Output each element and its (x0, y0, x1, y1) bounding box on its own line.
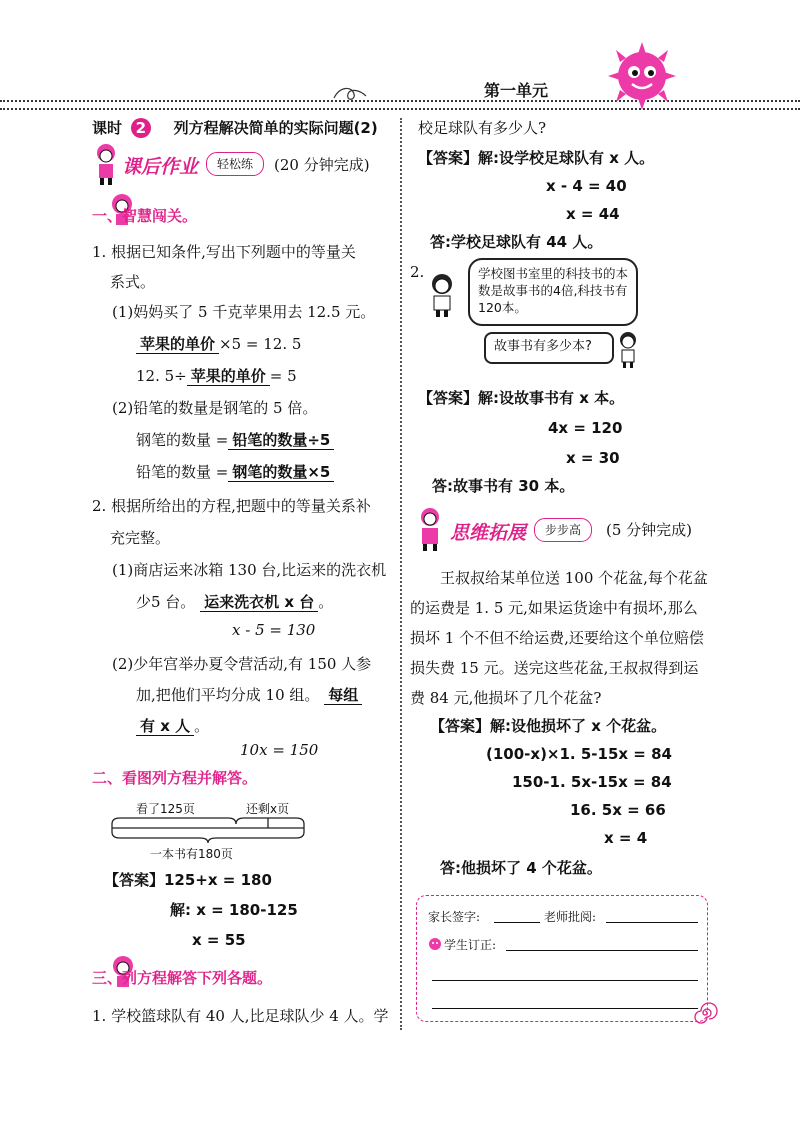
sun-mascot-icon (596, 40, 688, 110)
q1-answer3 (136, 430, 334, 450)
figure-total-label: 一本书有180页 (150, 847, 233, 861)
student-correction-line-3[interactable] (432, 1008, 698, 1009)
q2-text-line2: 充完整。 (110, 529, 171, 547)
sec3-q2-eq1: 4x = 120 (548, 419, 623, 437)
smiley-icon (428, 937, 442, 951)
extend-problem-line2: 的运费是 1. 5 元,如果运货途中有损坏,那么 (410, 599, 698, 617)
sec3-q2-eq2: x = 30 (566, 449, 620, 467)
teacher-review-label: 老师批阅: (544, 910, 597, 924)
extend-eq4: x = 4 (604, 829, 648, 847)
q2-part2-line2 (136, 685, 362, 705)
q1-text-line1: 1. 根据已知条件,写出下列题中的等量关 (92, 243, 356, 261)
text-prefix: 少5 台。 (136, 593, 196, 611)
speech-bubble-2 (484, 332, 614, 364)
q1-answer4 (136, 462, 334, 482)
speech-bubble-2-text: 故事书有多少本? (494, 339, 592, 354)
figure-read-label: 看了125页 (136, 802, 195, 816)
extend-eq3: 16. 5x = 66 (570, 801, 666, 819)
figure-left-label: 还剩x页 (246, 802, 290, 816)
q1-answer2 (136, 366, 297, 386)
sec2-answer2: 解: x = 180-125 (170, 901, 298, 919)
equation-rest: ×5 = 12. 5 (219, 335, 302, 353)
extend-problem-line4: 损失费 15 元。送完这些花盆,王叔叔得到运 (410, 659, 699, 677)
q2-part1-equation: x - 5 = 130 (232, 621, 316, 639)
homework-tag: 轻松练 (206, 152, 264, 176)
lesson-heading (92, 118, 378, 138)
sec3-q1-line2: 校足球队有多少人? (418, 119, 547, 137)
student-correction-label: 学生订正: (444, 938, 497, 952)
answer-text: 解:设故事书有 x 本。 (478, 389, 625, 407)
answer-blank: 苹果的单价 (136, 335, 219, 354)
q2-part2-equation: 10x = 150 (240, 741, 319, 759)
extend-eq1: (100-x)×1. 5-15x = 84 (486, 745, 672, 763)
answer-blank: 铅笔的数量÷5 (228, 431, 334, 450)
girl-asker-icon (614, 330, 642, 370)
sec3-q2-number: 2. (410, 263, 425, 281)
q2-part2-line1: (2)少年宫举办夏令营活动,有 150 人参 (112, 655, 372, 673)
homework-time: (20 分钟完成) (274, 156, 370, 174)
text-suffix: 。 (318, 593, 334, 611)
sec3-q1-eq2: x = 44 (566, 205, 620, 223)
speech-bubble-1-text: 学校图书室里的科技书的本数是故事书的4倍,科技书有120本。 (478, 266, 629, 315)
extend-conclusion: 答:他损坏了 4 个花盆。 (440, 859, 602, 877)
column-divider (400, 118, 402, 1030)
q1-part1: (1)妈妈买了 5 千克苹果用去 12.5 元。 (112, 303, 376, 321)
extend-problem-line1: 王叔叔给某单位送 100 个花盆,每个花盆 (440, 569, 708, 587)
extend-eq2: 150-1. 5x-15x = 84 (512, 773, 672, 791)
teacher-review-line[interactable] (606, 922, 698, 923)
equation-prefix: 铅笔的数量 = (136, 463, 229, 481)
sec3-title: 三、列方程解答下列各题。 (92, 969, 273, 987)
equation-rest: = 5 (269, 367, 297, 385)
sec2-answer3: x = 55 (192, 931, 246, 949)
girl-thinker-icon (414, 506, 448, 552)
q2-part2-line3 (136, 716, 209, 736)
extend-banner: 思维拓展 (450, 522, 527, 544)
sec3-q1-line1: 1. 学校篮球队有 40 人,比足球队少 4 人。学 (92, 1007, 389, 1025)
q2-part1-line1: (1)商店运来冰箱 130 台,比运来的洗衣机 (112, 561, 387, 579)
sec3-q1-conclusion: 答:学校足球队有 44 人。 (430, 233, 603, 251)
q1-text-line2: 系式。 (110, 273, 156, 291)
q2-text-line1: 2. 根据所给出的方程,把题中的等量关系补 (92, 497, 371, 515)
sec3-q2-answer (418, 388, 624, 408)
text-prefix: 加,把他们平均分成 10 组。 (136, 686, 320, 704)
q2-part1-line2 (136, 592, 333, 612)
parent-signature-line[interactable] (494, 922, 540, 923)
extend-problem-line3: 损坏 1 个不但不给运费,还要给这个单位赔偿 (410, 629, 704, 647)
answer-blank: 苹果的单价 (187, 367, 270, 386)
answer-blank: 有 x 人 (136, 717, 194, 736)
lesson-number-badge: 2 (131, 118, 151, 138)
text-suffix: 。 (194, 717, 210, 735)
extend-problem-line5: 费 84 元,他损坏了几个花盆? (410, 689, 602, 707)
student-mascot-icon (92, 142, 120, 186)
sec2-answer1: 【答案】125+x = 180 (104, 871, 272, 889)
extend-tag: 步步高 (534, 518, 592, 542)
lesson-title: 列方程解决简单的实际问题(2) (173, 119, 378, 137)
student-correction-line-2[interactable] (432, 980, 698, 981)
answer-blank: 每组 (324, 686, 362, 705)
sec2-title: 二、看图列方程并解答。 (92, 769, 258, 787)
spiral-decoration-icon (692, 1000, 718, 1026)
answer-tag: 【答案】 (418, 149, 479, 167)
book-pages-diagram (108, 814, 308, 844)
answer-blank: 钢笔的数量×5 (228, 463, 334, 482)
equation-prefix: 钢笔的数量 = (136, 431, 229, 449)
answer-blank: 运来洗衣机 x 台 (200, 593, 318, 612)
swirl-decoration-icon (330, 84, 370, 104)
equation-prefix: 12. 5÷ (136, 367, 187, 385)
student-correction-line-1[interactable] (506, 950, 698, 951)
girl-reader-icon (426, 272, 460, 318)
lesson-label: 课时 (92, 119, 123, 137)
answer-text: 解:设他损坏了 x 个花盆。 (490, 717, 667, 735)
speech-bubble-1 (468, 258, 638, 326)
answer-text: 解:设学校足球队有 x 人。 (478, 149, 655, 167)
sec3-q2-conclusion: 答:故事书有 30 本。 (432, 477, 575, 495)
sec3-q1-answer (418, 148, 654, 168)
extend-answer (430, 716, 666, 736)
q1-part2: (2)铅笔的数量是钢笔的 5 倍。 (112, 399, 318, 417)
homework-banner: 课后作业 (122, 156, 199, 178)
sec3-q1-eq1: x - 4 = 40 (546, 177, 627, 195)
unit-title: 第一单元 (484, 81, 549, 100)
sec1-title: 一、智慧闯关。 (92, 207, 198, 225)
answer-tag: 【答案】 (418, 389, 479, 407)
q1-answer1 (136, 334, 301, 354)
answer-tag: 【答案】 (430, 717, 491, 735)
parent-signature-label: 家长签字: (428, 910, 481, 924)
extend-time: (5 分钟完成) (606, 521, 693, 539)
